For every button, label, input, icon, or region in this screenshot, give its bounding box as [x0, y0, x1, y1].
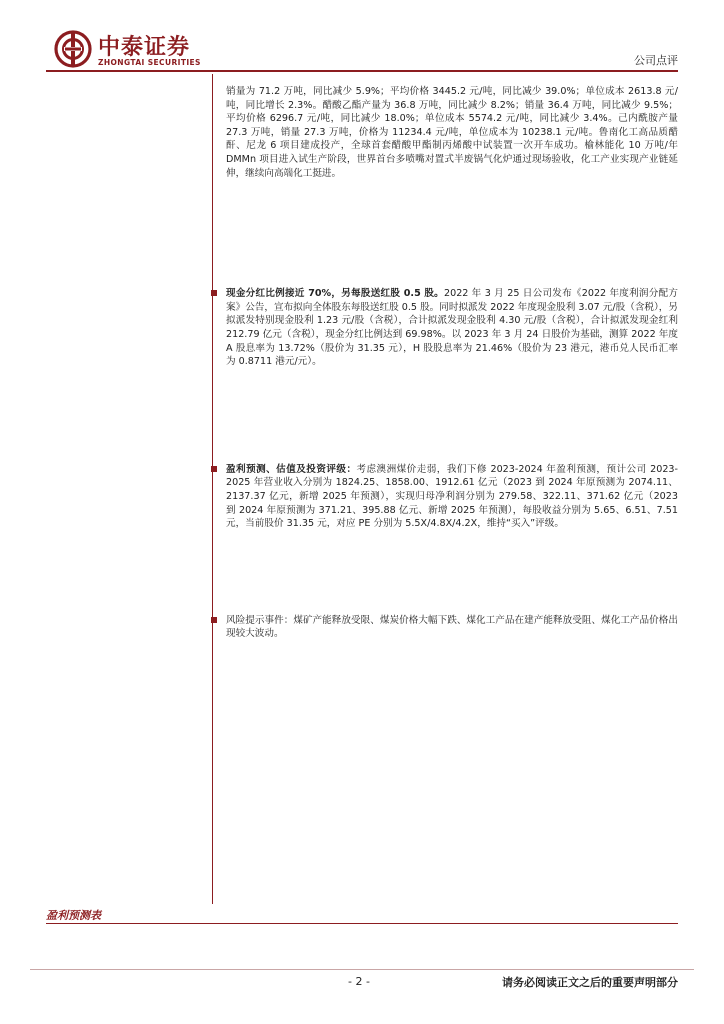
paragraph-dividend [226, 287, 678, 369]
report-type-label: 公司点评 [634, 54, 678, 67]
table-title: 盈利预测表 [46, 909, 101, 922]
paragraph-bold-lead: 现金分红比例接近 70%，另每股送红股 0.5 股。 [226, 288, 444, 300]
page-number: - 2 - [348, 975, 370, 988]
paragraph-forecast [226, 463, 678, 531]
bullet-square-icon [211, 466, 217, 472]
sidebar-divider [212, 74, 213, 904]
bullet-square-icon [211, 290, 217, 296]
bullet-square-icon [211, 617, 217, 623]
paragraph-text: 2022 年 3 月 25 日公司发布《2022 年度利润分配方案》公告，宣布拟向全体股东每股送红股 0.5 股。同时拟派发 2022 年度现金股利 3.07 元/股（含税），另拟派发特别现金股利 1.23 元/股（含税），合计拟派发现金股利 4.30 元/股（含税），合计拟派发现金红利 212.79 亿元（含税），现金分红比例达到 69.98%。以 2023 年 3 月 24 日股价为基础，测算 2022 年度 A 股息率为 13.72%（股价为 31.35 元），H 股股息率为 21.46%（股价为 23 港元，港币兑人民币汇率为 0.8711 港元/元）。 [226, 288, 678, 368]
paragraph-bold-lead: 盈利预测、估值及投资评级： [226, 463, 357, 475]
table-title-divider [46, 923, 678, 924]
paragraph-text: 销量为 71.2 万吨，同比减少 5.9%；平均价格 3445.2 元/吨，同比减少 39.0%；单位成本 2613.8 元/吨，同比增长 2.3%。醋酸乙酯产量为 36.8 万吨，同比减少 8.2%；销量 36.4 万吨，同比减少 9.5%；平均价格 6296.7 元/吨，同比减少 18.0%；单位成本 5574.2 元/吨，同比减少 3.4%。己内酰胺产量 27.3 万吨，销量 27.3 万吨，价格为 11234.4 元/吨，单位成本为 10238.1 元/吨。鲁南化工高品质醋酐、尼龙 6 项目建成投产，全球首套醋酸甲酯制丙烯酸中试装置一次开车成功。榆林能化 10 万吨/年 DMMn 项目进入试生产阶段，世界首台多喷嘴对置式半废锅气化炉通过现场验收，化工产业实现产业链延伸，继续向高端化工挺进。 [226, 86, 678, 179]
paragraph-sales-data [226, 85, 678, 180]
footer-divider [30, 969, 694, 970]
company-logo [54, 30, 224, 74]
zhongtai-logo-icon [54, 30, 92, 68]
paragraph-risk [226, 614, 678, 641]
paragraph-text: 考虑澳洲煤价走弱，我们下修 2023-2024 年盈利预测，预计公司 2023-2025 年营业收入分别为 1824.25、1858.00、1912.61 亿元（2023 到 2024 年原预测为 2074.11、2137.37 亿元，新增 2025 年预测），实现归母净利润分别为 279.58、322.11、371.62 亿元（2023 到 2024 年原预测为 371.21、395.88 亿元、新增 2025 年预测），每股收益分别为 5.65、6.51、7.51 元，当前股价 31.35 元，对应 PE 分别为 5.5X/4.8X/4.2X，维持“买入”评级。 [226, 463, 678, 530]
paragraph-text: 风险提示事件：煤矿产能释放受限、煤炭价格大幅下跌、煤化工产品在建产能释放受阻、煤化工产品价格出现较大波动。 [226, 614, 678, 640]
disclaimer-note: 请务必阅读正文之后的重要声明部分 [502, 976, 678, 989]
header-divider [46, 70, 678, 72]
logo-chinese-name: 中泰证券 [98, 35, 191, 60]
logo-english-name: ZHONGTAI SECURITIES [98, 58, 201, 67]
